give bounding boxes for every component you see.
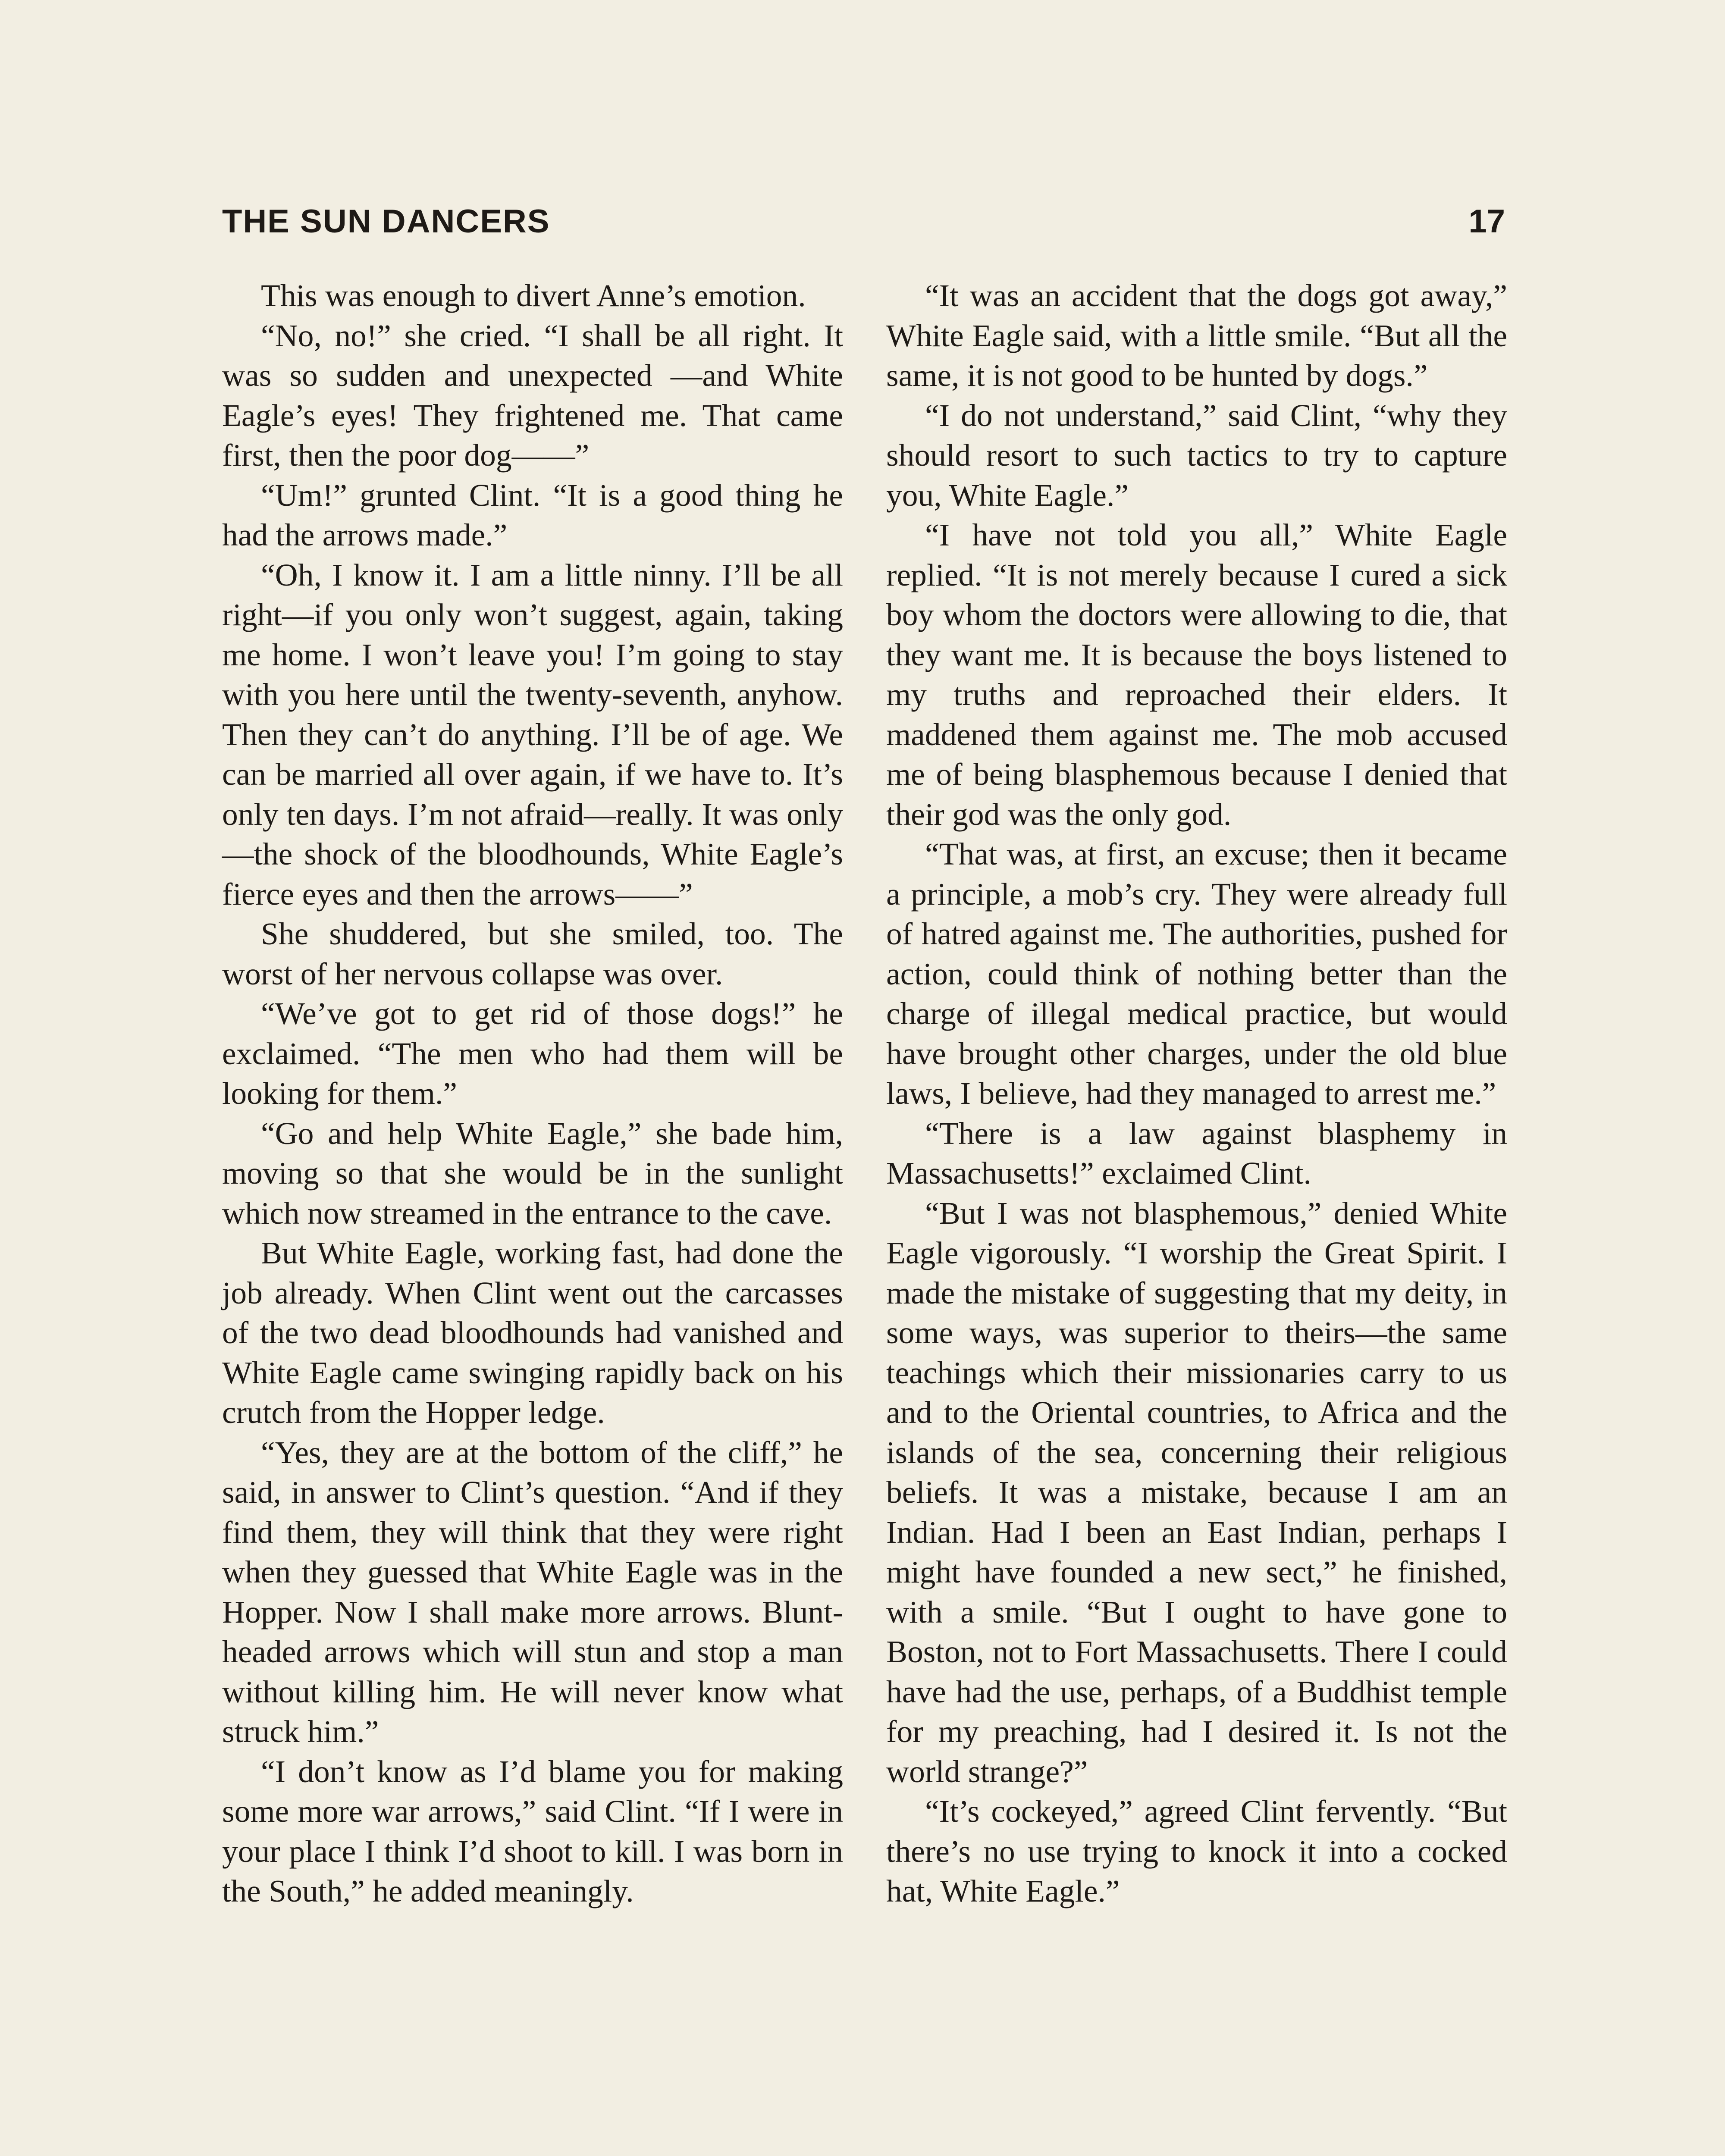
paragraph: “But I was not blasphemous,” denied White Eagle vigorously. “I worship the Great Spirit. I made the mistake of suggesting that my deity, in some ways, was superior to theirs—the same teachings which their missionaries carry to us and to the Oriental countries, to Africa and the islands of the sea, concerning their religious beliefs. It was a mistake, because I am an Indian. Had I been an East Indian, perhaps I might have founded a new sect,” he finished, with a smile. “But I ought to have gone to Boston, not to Fort Massachusetts. There I could have had the use, perhaps, of a Buddhist temple for my preaching, had I desired it. Is not the world strange?” (886, 1195, 1507, 1789)
paragraph: “I do not understand,” said Clint, “why they should resort to such tactics to try to capture you, White Eagle.” (886, 398, 1507, 513)
paragraph: “Um!” grunted Clint. “It is a good thing he had the arrows made.” (222, 477, 843, 552)
paragraph: “Go and help White Eagle,” she bade him, moving so that she would be in the sunlight which now streamed in the entrance to the cave. (222, 1116, 843, 1231)
paragraph: “No, no!” she cried. “I shall be all right. It was so sudden and unexpected —and White Eagle’s eyes! They frightened me. That came first, then the poor dog——” (222, 318, 843, 473)
paragraph: “I have not told you all,” White Eagle replied. “It is not merely because I cured a sick boy whom the doctors were allowing to die, that they want me. It is because the boys listened to my truths and reproached their elders. It maddened them against me. The mob accused me of being blasphemous because I denied that their god was the only god. (886, 517, 1507, 832)
paragraph: “It was an accident that the dogs got away,” White Eagle said, with a little smile. “But all the same, it is not good to be hunted by dogs.” (886, 278, 1507, 393)
paragraph: But White Eagle, working fast, had done the job already. When Clint went out the carcasses of the two dead bloodhounds had vanished and White Eagle came swinging rapidly back on his crutch from the Hopper ledge. (222, 1235, 843, 1430)
paragraph: “I don’t know as I’d blame you for making some more war arrows,” said Clint. “If I were in your place I think I’d shoot to kill. I was born in the South,” he added meaningly. (222, 1754, 843, 1908)
right-column (886, 276, 1507, 1912)
left-column (222, 276, 843, 1912)
page-number: 17 (1468, 203, 1505, 240)
paragraph: “There is a law against blasphemy in Massachusetts!” exclaimed Clint. (886, 1116, 1507, 1191)
paragraph: “It’s cockeyed,” agreed Clint fervently. “But there’s no use trying to knock it into a cocked hat, White Eagle.” (886, 1794, 1507, 1908)
paragraph: This was enough to divert Anne’s emotion. (261, 278, 806, 313)
paragraph: “We’ve got to get rid of those dogs!” he exclaimed. “The men who had them will be looking for them.” (222, 996, 843, 1111)
page-header (222, 203, 1505, 250)
paragraph: “Oh, I know it. I am a little ninny. I’ll be all right—if you only won’t suggest, again, taking me home. I won’t leave you! I’m going to stay with you here until the twenty-seventh, anyhow. Then they can’t do anything. I’ll be of age. We can be married all over again, if we have to. It’s only ten days. I’m not afraid—really. It was only—the shock of the bloodhounds, White Eagle’s fierce eyes and then the arrows——” (222, 557, 843, 912)
paragraph: “That was, at first, an excuse; then it became a principle, a mob’s cry. They were already full of hatred against me. The authorities, pushed for action, could think of nothing better than the charge of illegal medical practice, but would have brought other charges, under the old blue laws, I believe, had they managed to arrest me.” (886, 837, 1507, 1111)
paragraph: “Yes, they are at the bottom of the cliff,” he said, in answer to Clint’s question. “And if they find them, they will think that they were right when they guessed that White Eagle was in the Hopper. Now I shall make more arrows. Blunt-headed arrows which will stun and stop a man without killing him. He will never know what struck him.” (222, 1435, 843, 1749)
paragraph: She shuddered, but she smiled, too. The worst of her nervous collapse was over. (222, 916, 843, 991)
running-head: THE SUN DANCERS (222, 203, 550, 240)
